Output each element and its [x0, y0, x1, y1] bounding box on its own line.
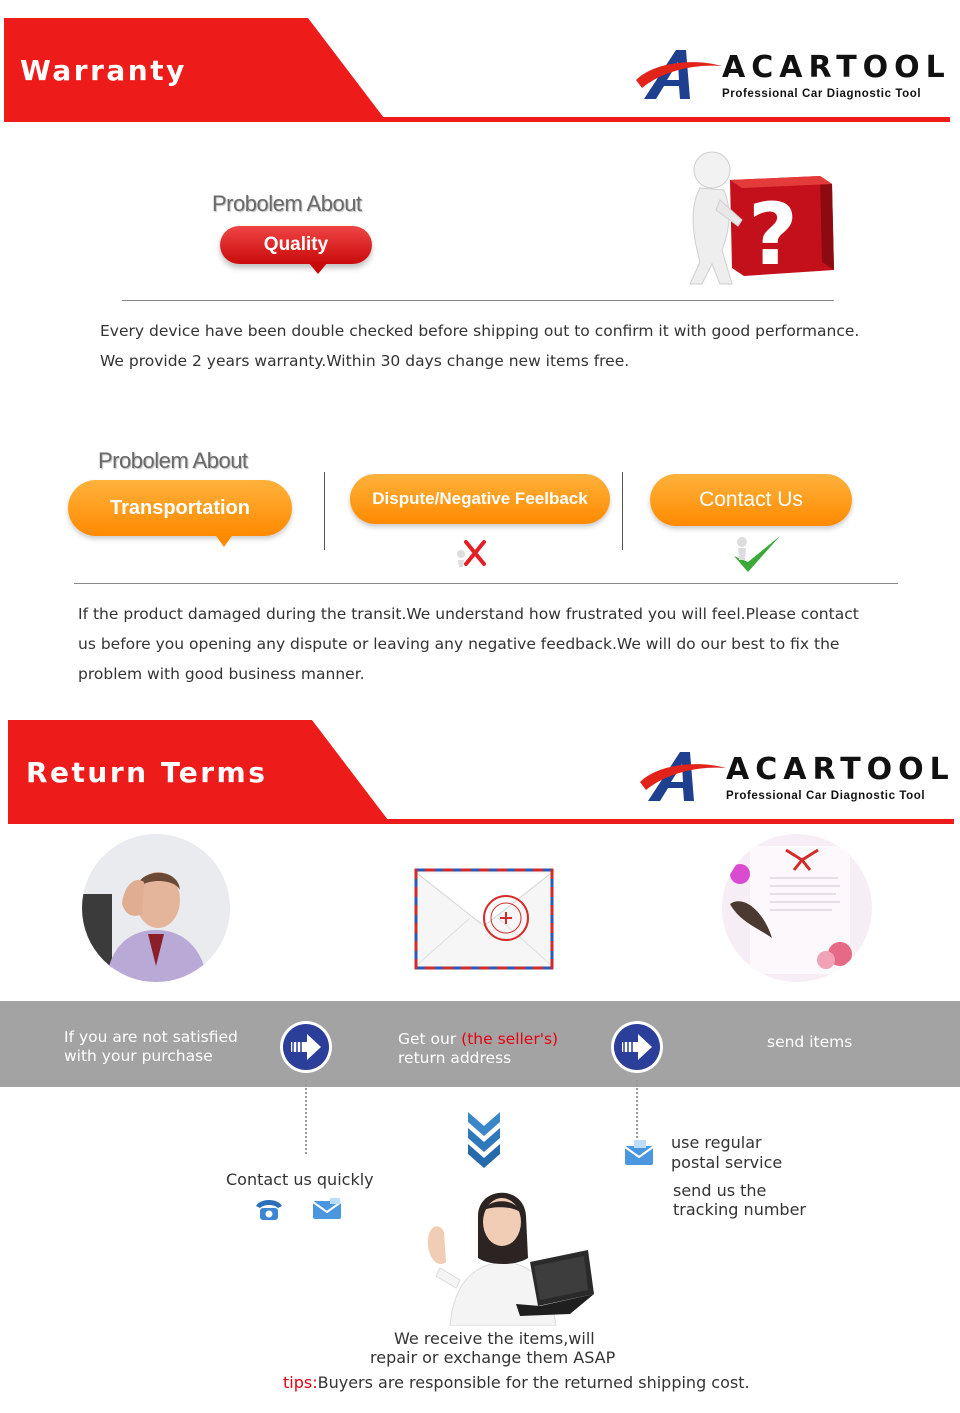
check-mark-icon [728, 530, 784, 578]
tracking-number-line2: tracking number [673, 1200, 806, 1219]
step1-text-line1: If you are not satisfied [64, 1028, 238, 1046]
svg-text:?: ? [748, 185, 798, 285]
mail-icon [624, 1140, 654, 1166]
mail-icon [312, 1198, 342, 1220]
quality-pill: Quality [220, 226, 372, 264]
chevron-down-icon [464, 1108, 504, 1170]
acartool-logo-icon [634, 44, 724, 104]
tips-text: Buyers are responsible for the returned shipping cost. [317, 1373, 750, 1392]
warranty-title: Warranty [20, 54, 187, 87]
step2-text-line2: return address [398, 1049, 512, 1067]
transportation-paragraph-line1: If the product damaged during the transit.We understand how frustrated you will feel.Please contact [78, 605, 859, 623]
divider-vertical-1 [324, 472, 325, 550]
unhappy-customer-photo [82, 834, 230, 982]
support-woman-photo [420, 1176, 600, 1326]
tips-line [283, 1373, 750, 1393]
acartool-logo [638, 746, 958, 816]
quality-paragraph-line1: Every device have been double checked before shipping out to confirm it with good performance. [100, 322, 860, 340]
contact-quickly-text: Contact us quickly [226, 1170, 374, 1189]
receive-items-line1: We receive the items,will [394, 1329, 595, 1348]
contact-us-pill[interactable]: Contact Us [650, 474, 852, 526]
postal-service-line1: use regular [671, 1133, 762, 1152]
right-arrow-icon [610, 1020, 664, 1074]
banner-red-line [4, 117, 950, 122]
tips-label: tips: [283, 1373, 318, 1392]
divider-vertical-2 [622, 472, 623, 550]
logo-slogan: Professional Car Diagnostic Tool [722, 88, 922, 100]
return-terms-title: Return Terms [26, 756, 268, 789]
tracking-number-line1: send us the [673, 1181, 767, 1200]
transportation-divider [74, 583, 898, 584]
dispute-feedback-pill: Dispute/Negative Feelback [350, 474, 610, 524]
acartool-logo-icon [638, 746, 728, 806]
quality-divider [122, 300, 834, 301]
transportation-pill-tail [214, 533, 234, 547]
transportation-problem-label: Probolem About [98, 448, 248, 473]
dotted-connector-left [305, 1080, 307, 1154]
dotted-connector-right [636, 1080, 638, 1138]
transportation-paragraph-line3: problem with good business manner. [78, 665, 365, 683]
telephone-icon [252, 1196, 286, 1222]
cross-mark-icon [454, 536, 490, 568]
step3-text: send items [767, 1033, 853, 1051]
quality-problem-label: Probolem About [212, 191, 362, 216]
logo-brand-text: ACARTOOL [726, 752, 955, 787]
acartool-logo [634, 44, 954, 114]
letter-quill-photo [722, 834, 872, 982]
quality-paragraph-line2: We provide 2 years warranty.Within 30 days change new items free. [100, 352, 630, 370]
right-arrow-icon [279, 1020, 333, 1074]
postal-service-line2: postal service [671, 1153, 783, 1172]
quality-pill-tail [308, 262, 328, 274]
logo-slogan: Professional Car Diagnostic Tool [726, 790, 926, 802]
transportation-pill: Transportation [68, 480, 292, 536]
question-figure-icon [660, 150, 840, 290]
banner-red-line [8, 819, 954, 824]
step1-text-line2: with your purchase [64, 1047, 213, 1065]
transportation-paragraph-line2: us before you opening any dispute or leaving any negative feedback.We will do our best to fix the [78, 635, 840, 653]
step2-highlight: (the seller's) [461, 1030, 559, 1048]
step2-text-line1 [398, 1030, 558, 1049]
envelope-stamp-icon [414, 868, 554, 970]
step2-prefix: Get our [398, 1030, 462, 1048]
receive-items-line2: repair or exchange them ASAP [370, 1348, 616, 1367]
logo-brand-text: ACARTOOL [722, 50, 951, 85]
